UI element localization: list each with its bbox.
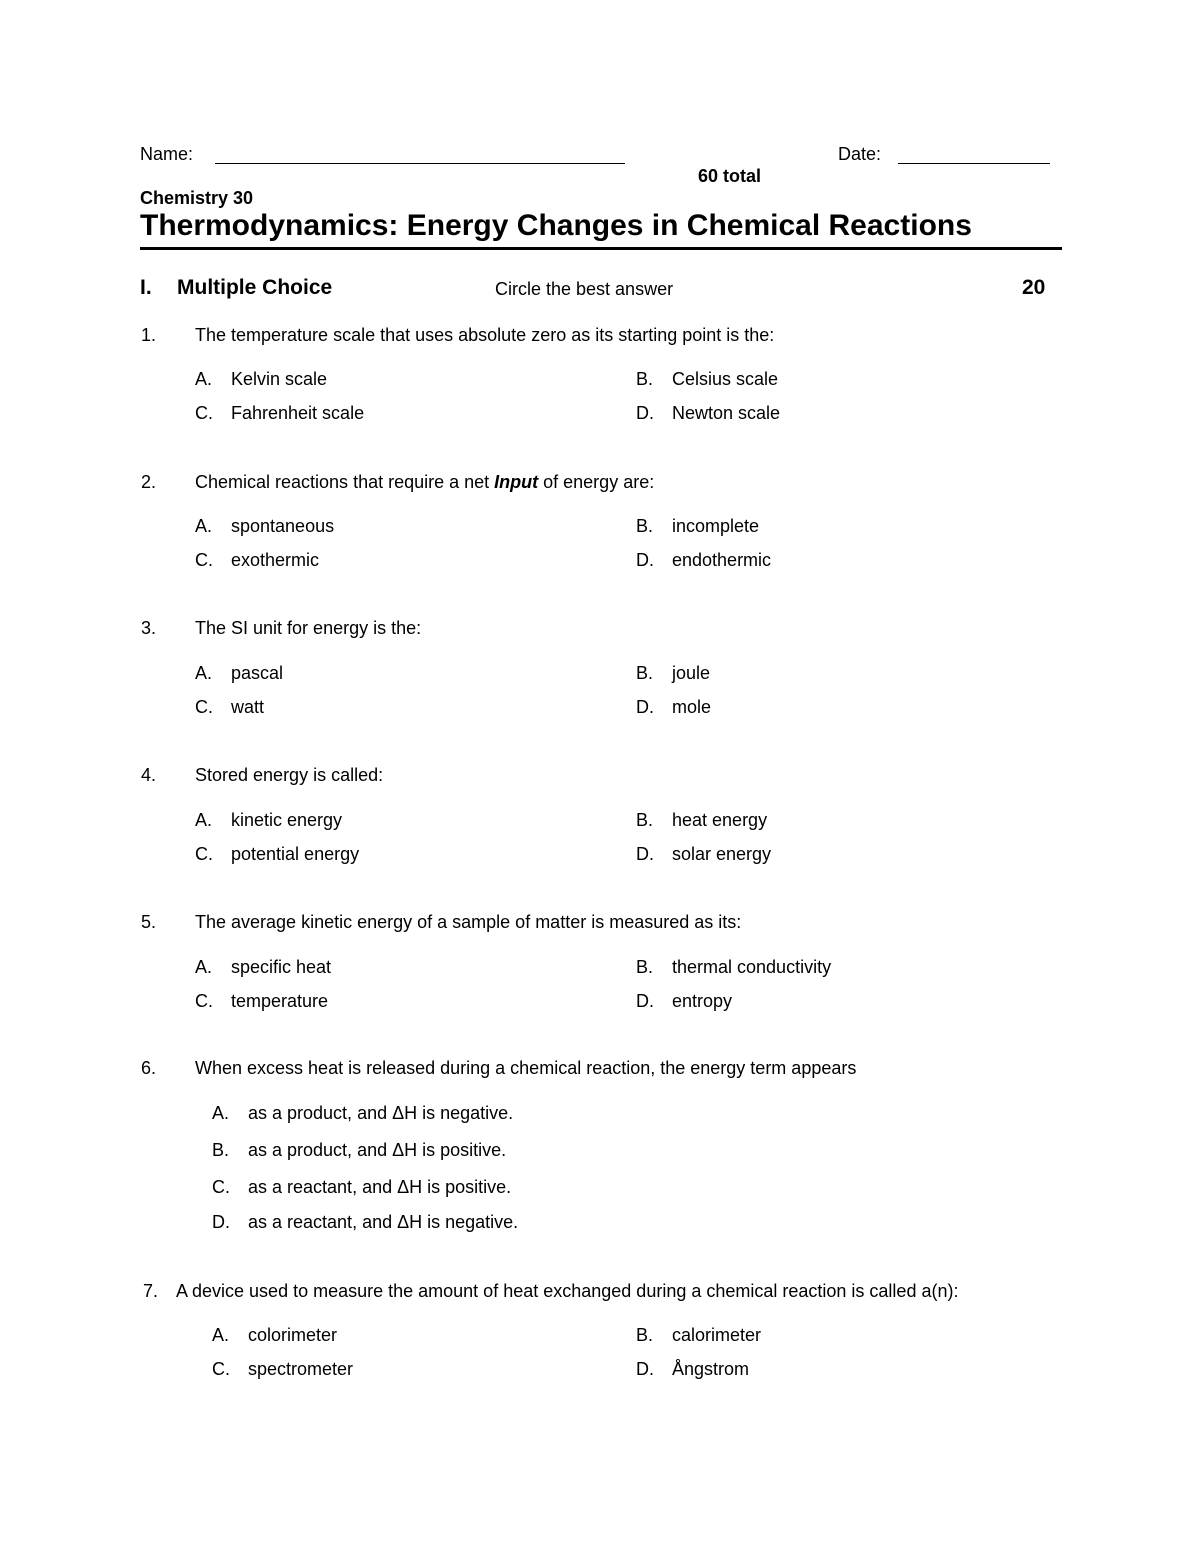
option-letter: D. [636, 697, 654, 717]
option-b[interactable] [636, 663, 710, 684]
total-marks: 60 total [698, 166, 762, 186]
option-text: specific heat [231, 957, 332, 977]
option-text: mole [672, 697, 712, 717]
option-letter: B. [636, 516, 654, 536]
option-d[interactable] [636, 1359, 749, 1380]
question-number: 1. [141, 325, 157, 345]
question-text-before: Chemical reactions that require a net [195, 472, 495, 492]
option-letter: C. [195, 403, 213, 423]
option-letter: B. [636, 663, 654, 683]
option-text: colorimeter [248, 1325, 338, 1345]
question-text [195, 472, 654, 493]
option-text: as a reactant, and ΔH is negative. [248, 1212, 519, 1232]
option-a[interactable] [212, 1103, 513, 1124]
option-b[interactable] [212, 1140, 506, 1161]
option-letter: D. [636, 844, 654, 864]
option-letter: C. [195, 697, 213, 717]
question-number: 2. [141, 472, 157, 492]
option-b[interactable] [636, 516, 759, 537]
name-field[interactable] [215, 143, 625, 164]
option-text: as a product, and ΔH is positive. [248, 1140, 507, 1160]
option-c[interactable] [195, 991, 328, 1012]
question-text: A device used to measure the amount of heat exchanged during a chemical reaction is called a(n): [176, 1281, 959, 1301]
option-letter: B. [636, 810, 654, 830]
option-text: Newton scale [672, 403, 781, 423]
option-letter: B. [636, 957, 654, 977]
date-field[interactable] [898, 143, 1050, 164]
question-text: Stored energy is called: [195, 765, 384, 785]
question-text: The SI unit for energy is the: [195, 618, 422, 638]
option-text: Ångstrom [672, 1359, 750, 1379]
option-text: entropy [672, 991, 733, 1011]
option-letter: B. [636, 1325, 654, 1345]
option-letter: B. [636, 369, 654, 389]
option-letter: A. [195, 369, 213, 389]
question-text: When excess heat is released during a chemical reaction, the energy term appears [195, 1058, 857, 1078]
option-letter: C. [212, 1359, 230, 1379]
section-title: Multiple Choice [177, 276, 333, 299]
name-label: Name: [140, 144, 194, 164]
option-a[interactable] [195, 663, 283, 684]
option-text: kinetic energy [231, 810, 343, 830]
option-letter: A. [195, 810, 213, 830]
question-number: 6. [141, 1058, 157, 1078]
option-text: potential energy [231, 844, 360, 864]
date-label: Date: [838, 144, 882, 164]
option-letter: A. [212, 1325, 230, 1345]
option-letter: C. [195, 844, 213, 864]
option-d[interactable] [636, 991, 732, 1012]
option-text: thermal conductivity [672, 957, 832, 977]
option-text: exothermic [231, 550, 320, 570]
question-number: 7. [143, 1281, 159, 1301]
option-d[interactable] [636, 550, 771, 571]
option-c[interactable] [195, 844, 359, 865]
option-a[interactable] [195, 810, 342, 831]
option-letter: A. [212, 1103, 230, 1123]
option-letter: C. [212, 1177, 230, 1197]
course-name: Chemistry 30 [140, 188, 254, 208]
option-text: Kelvin scale [231, 369, 328, 389]
section-number: I. [140, 276, 152, 299]
option-a[interactable] [212, 1325, 337, 1346]
title-divider [140, 247, 1062, 250]
option-text: watt [231, 697, 265, 717]
option-c[interactable] [212, 1359, 353, 1380]
question-text: The average kinetic energy of a sample of matter is measured as its: [195, 912, 742, 932]
option-c[interactable] [195, 697, 264, 718]
question-text: The temperature scale that uses absolute zero as its starting point is the: [195, 325, 775, 345]
question-number: 4. [141, 765, 157, 785]
option-b[interactable] [636, 1325, 761, 1346]
option-a[interactable] [195, 369, 327, 390]
option-text: spontaneous [231, 516, 335, 536]
option-c[interactable] [195, 403, 364, 424]
option-text: solar energy [672, 844, 772, 864]
option-letter: D. [636, 991, 654, 1011]
option-text: Fahrenheit scale [231, 403, 365, 423]
option-letter: A. [195, 663, 213, 683]
option-text: temperature [231, 991, 329, 1011]
option-letter: C. [195, 991, 213, 1011]
option-text: spectrometer [248, 1359, 354, 1379]
option-letter: D. [636, 550, 654, 570]
option-d[interactable] [636, 844, 771, 865]
option-text: heat energy [672, 810, 768, 830]
question-number: 5. [141, 912, 157, 932]
option-b[interactable] [636, 810, 767, 831]
section-points: 20 [1022, 276, 1046, 299]
option-text: as a product, and ΔH is negative. [248, 1103, 514, 1123]
option-text: as a reactant, and ΔH is positive. [248, 1177, 512, 1197]
option-d[interactable] [636, 403, 780, 424]
question-text-after: of energy are: [538, 472, 655, 492]
option-b[interactable] [636, 957, 831, 978]
option-c[interactable] [212, 1177, 511, 1198]
option-d[interactable] [212, 1212, 518, 1233]
option-letter: D. [636, 1359, 654, 1379]
option-letter: B. [212, 1140, 230, 1160]
option-letter: A. [195, 957, 213, 977]
option-text: endothermic [672, 550, 772, 570]
section-instruction: Circle the best answer [495, 279, 674, 299]
page-title: Thermodynamics: Energy Changes in Chemical Reactions [140, 209, 972, 242]
option-text: joule [672, 663, 711, 683]
option-b[interactable] [636, 369, 778, 390]
option-letter: A. [195, 516, 213, 536]
option-letter: C. [195, 550, 213, 570]
question-text-emphasis: Input [494, 472, 539, 492]
option-a[interactable] [195, 957, 331, 978]
option-text: Celsius scale [672, 369, 779, 389]
option-text: pascal [231, 663, 284, 683]
question-number: 3. [141, 618, 157, 638]
option-c[interactable] [195, 550, 319, 571]
option-text: calorimeter [672, 1325, 762, 1345]
option-a[interactable] [195, 516, 334, 537]
option-text: incomplete [672, 516, 760, 536]
option-letter: D. [212, 1212, 230, 1232]
option-letter: D. [636, 403, 654, 423]
option-d[interactable] [636, 697, 711, 718]
